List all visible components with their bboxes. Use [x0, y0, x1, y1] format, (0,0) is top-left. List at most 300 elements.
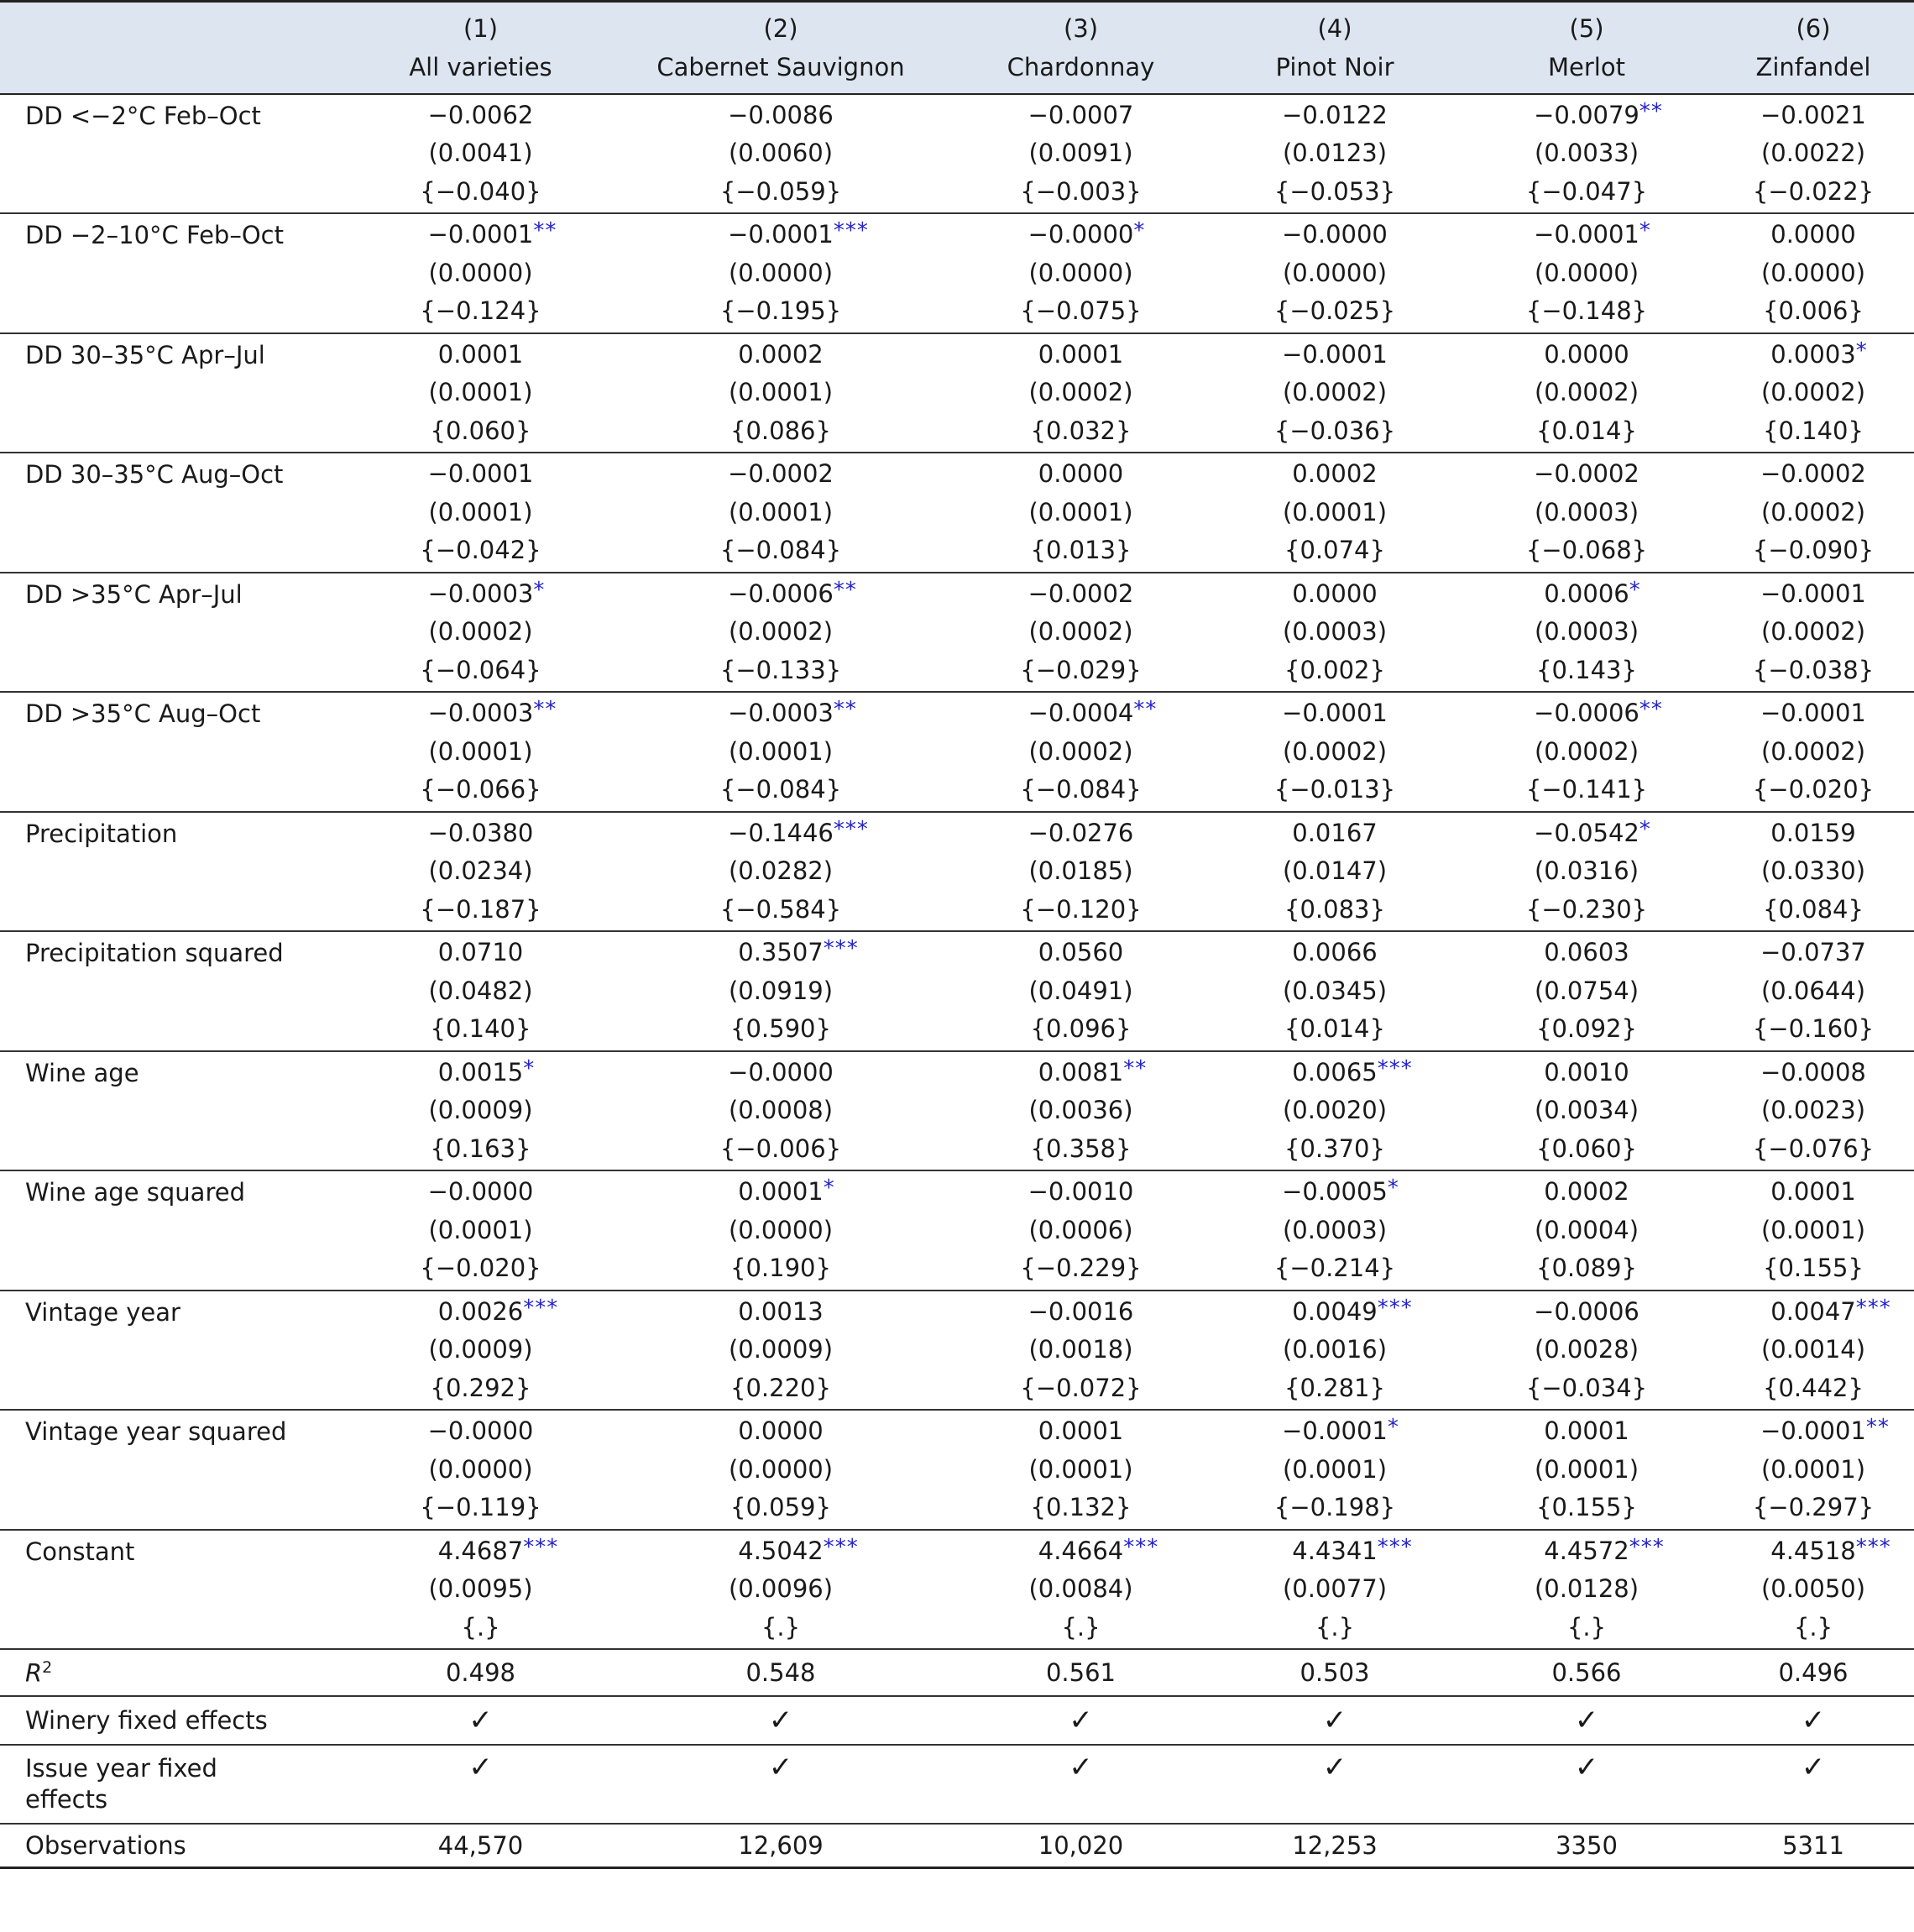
estimate-cell	[953, 931, 1209, 1051]
standardized-coefficient: {−0.229}	[1020, 1254, 1142, 1282]
row-label: Precipitation	[0, 812, 353, 932]
standard-error: (0.0491)	[1028, 976, 1133, 1005]
standardized-coefficient: {−0.075}	[1020, 296, 1142, 325]
standardized-coefficient: {0.013}	[1030, 536, 1132, 564]
standardized-coefficient: {0.140}	[1763, 416, 1864, 445]
standardized-coefficient: {0.096}	[1030, 1014, 1132, 1043]
row-label: Observations	[0, 1824, 353, 1867]
coefficient: −0.0001	[1534, 220, 1639, 249]
coefficient: −0.0002	[1760, 459, 1866, 488]
r2-value: 0.503	[1209, 1649, 1461, 1696]
coefficient: −0.1446	[728, 818, 834, 847]
coefficient: 4.4341	[1292, 1536, 1378, 1565]
standardized-coefficient: {−0.025}	[1273, 296, 1396, 325]
standard-error: (0.0003)	[1282, 617, 1388, 646]
issue-year-fe-row	[0, 1745, 1914, 1824]
significance-stars: **	[533, 218, 557, 243]
standard-error: (0.0128)	[1534, 1574, 1639, 1603]
standard-error: (0.0002)	[428, 617, 533, 646]
standardized-coefficient: {−0.119}	[420, 1493, 541, 1521]
check-icon: ✓	[1713, 1696, 1914, 1745]
significance-stars: ***	[823, 1534, 859, 1560]
standard-error: (0.0000)	[728, 1454, 834, 1484]
coefficient: 0.0049	[1292, 1296, 1378, 1326]
standardized-coefficient: {−0.003}	[1020, 176, 1142, 206]
coefficient: −0.0086	[728, 100, 834, 129]
coefficient: −0.0000	[1028, 220, 1134, 249]
estimate-cell	[609, 1051, 953, 1171]
estimate-cell	[1209, 94, 1461, 214]
coefficient: 0.0000	[1544, 339, 1629, 369]
estimate-cell	[953, 692, 1209, 812]
obs-value: 44,570	[353, 1824, 609, 1867]
significance-stars: **	[1133, 697, 1158, 722]
standardized-coefficient: {−0.068}	[1525, 536, 1648, 564]
coefficient: −0.0380	[427, 818, 534, 847]
significance-stars: ***	[523, 1534, 559, 1560]
significance-stars: ***	[1123, 1534, 1159, 1560]
estimate-cell	[953, 333, 1209, 453]
standard-error: (0.0001)	[728, 378, 834, 406]
estimate-cell	[353, 692, 609, 812]
row-label: Wine age squared	[0, 1170, 353, 1291]
coefficient: −0.0006	[728, 579, 834, 608]
significance-stars: *	[1387, 1175, 1399, 1201]
estimate-cell	[1209, 692, 1461, 812]
r2-value: 0.496	[1713, 1649, 1914, 1696]
significance-stars: *	[1639, 816, 1651, 842]
row-label: $R^2$	[0, 1649, 353, 1696]
significance-stars: *	[1639, 218, 1651, 243]
obs-value: 3350	[1461, 1824, 1713, 1867]
estimate-cell	[353, 1051, 609, 1171]
coefficient: 0.0047	[1770, 1296, 1856, 1326]
check-icon: ✓	[609, 1696, 953, 1745]
row-label: Precipitation squared	[0, 931, 353, 1051]
row-label: DD −2–10°C Feb–Oct	[0, 213, 353, 333]
coefficient: −0.0001	[1760, 1416, 1866, 1445]
coefficient: 4.5042	[738, 1536, 824, 1565]
estimate-cell	[353, 213, 609, 333]
variable-row	[0, 213, 1914, 333]
row-label: DD >35°C Apr–Jul	[0, 573, 353, 693]
standard-error: (0.0036)	[1028, 1096, 1133, 1124]
coefficient: −0.0737	[1760, 938, 1866, 966]
standardized-coefficient: {−0.148}	[1525, 296, 1648, 325]
variable-row	[0, 1170, 1914, 1291]
standardized-coefficient: {0.132}	[1030, 1493, 1132, 1521]
standard-error: (0.0002)	[1028, 736, 1133, 766]
significance-stars: ***	[523, 1295, 559, 1321]
col-header: (2) Cabernet Sauvignon	[609, 2, 953, 94]
estimate-cell	[1461, 453, 1713, 573]
obs-value: 5311	[1713, 1824, 1914, 1867]
significance-stars: **	[1639, 697, 1663, 722]
standardized-coefficient: {−0.084}	[719, 536, 842, 564]
coefficient: 0.0603	[1544, 938, 1629, 966]
standard-error: (0.0000)	[728, 258, 834, 287]
standard-error: (0.0001)	[428, 378, 533, 406]
standard-error: (0.0020)	[1282, 1096, 1388, 1124]
standard-error: (0.0091)	[1028, 139, 1133, 167]
standard-error: (0.0001)	[728, 497, 834, 526]
significance-stars: ***	[833, 816, 869, 842]
standard-error: (0.0060)	[728, 139, 834, 167]
standard-error: (0.0002)	[1028, 617, 1133, 646]
standardized-coefficient: {−0.076}	[1752, 1134, 1875, 1163]
row-label: DD 30–35°C Apr–Jul	[0, 333, 353, 453]
variable-row	[0, 453, 1914, 573]
check-icon: ✓	[1209, 1696, 1461, 1745]
header-blank	[0, 2, 353, 94]
row-label: DD >35°C Aug–Oct	[0, 692, 353, 812]
r-squared-row	[0, 1649, 1914, 1696]
estimate-cell	[1713, 453, 1914, 573]
estimate-cell	[1209, 931, 1461, 1051]
coefficient: −0.0002	[1534, 459, 1639, 488]
coefficient: 0.0065	[1292, 1057, 1378, 1086]
estimate-cell	[1461, 812, 1713, 932]
header-row	[0, 2, 1914, 94]
estimate-cell	[353, 453, 609, 573]
standard-error: (0.0077)	[1282, 1574, 1388, 1603]
estimate-cell	[1209, 1530, 1461, 1650]
standard-error: (0.0009)	[428, 1335, 533, 1364]
coefficient: 0.0002	[1292, 459, 1378, 488]
coefficient: −0.0001	[427, 220, 534, 249]
estimate-cell	[1461, 692, 1713, 812]
standard-error: (0.0084)	[1028, 1574, 1133, 1603]
standard-error: (0.0001)	[1028, 497, 1133, 526]
standardized-coefficient: {−0.006}	[719, 1134, 842, 1163]
standardized-coefficient: {0.292}	[430, 1373, 531, 1402]
significance-stars: *	[1855, 338, 1868, 364]
estimate-cell	[953, 94, 1209, 214]
standardized-coefficient: {0.590}	[730, 1014, 831, 1043]
estimate-cell	[1713, 692, 1914, 812]
estimate-cell	[353, 1291, 609, 1411]
estimate-cell	[953, 1051, 1209, 1171]
estimate-cell	[1209, 333, 1461, 453]
check-icon: ✓	[353, 1745, 609, 1824]
significance-stars: *	[1133, 218, 1146, 243]
check-icon: ✓	[1209, 1745, 1461, 1824]
coefficient: −0.0003	[427, 699, 534, 727]
significance-stars: *	[823, 1175, 835, 1201]
standardized-coefficient: {−0.066}	[420, 775, 541, 804]
significance-stars: ***	[833, 218, 869, 243]
standardized-coefficient: {−0.090}	[1752, 536, 1875, 564]
standard-error: (0.0002)	[1282, 378, 1388, 406]
standard-error: (0.0033)	[1534, 139, 1639, 167]
estimate-cell	[953, 1291, 1209, 1411]
significance-stars: **	[833, 577, 857, 603]
variable-row	[0, 94, 1914, 214]
coefficient: −0.0001	[1760, 579, 1866, 608]
standard-error: (0.0001)	[428, 1215, 533, 1244]
coefficient: 0.0000	[1770, 220, 1856, 249]
coefficient: −0.0001	[1282, 699, 1388, 727]
standardized-coefficient: {−0.047}	[1525, 176, 1648, 206]
estimate-cell	[953, 1170, 1209, 1291]
standardized-coefficient: {−0.020}	[1752, 775, 1875, 804]
standardized-coefficient: {−0.084}	[719, 775, 842, 804]
coefficient: 0.0013	[738, 1296, 824, 1326]
significance-stars: ***	[1855, 1534, 1891, 1560]
estimate-cell	[1461, 1170, 1713, 1291]
variable-row	[0, 1410, 1914, 1530]
standardized-coefficient: {0.140}	[430, 1014, 531, 1043]
standardized-coefficient: {0.014}	[1536, 416, 1637, 445]
standard-error: (0.0316)	[1534, 856, 1639, 885]
standardized-coefficient: {0.155}	[1763, 1254, 1864, 1282]
standard-error: (0.0123)	[1282, 139, 1388, 167]
r2-value: 0.498	[353, 1649, 609, 1696]
variable-row	[0, 1051, 1914, 1171]
observations-row	[0, 1824, 1914, 1867]
estimate-cell	[609, 931, 953, 1051]
significance-stars: ***	[1377, 1295, 1413, 1321]
estimate-cell	[609, 573, 953, 693]
estimate-cell	[1713, 1530, 1914, 1650]
standardized-coefficient: {−0.053}	[1273, 176, 1396, 206]
variable-row	[0, 333, 1914, 453]
estimate-cell	[1713, 812, 1914, 932]
coefficient: 0.0001	[1544, 1416, 1629, 1445]
standardized-coefficient: {0.281}	[1284, 1373, 1385, 1402]
coefficient: −0.0000	[728, 1057, 834, 1086]
obs-value: 12,253	[1209, 1824, 1461, 1867]
coefficient: −0.0001	[1282, 339, 1388, 369]
estimate-cell	[1461, 333, 1713, 453]
estimate-cell	[953, 812, 1209, 932]
standardized-coefficient: {−0.584}	[719, 894, 842, 924]
standard-error: (0.0482)	[428, 976, 533, 1005]
check-icon: ✓	[609, 1745, 953, 1824]
coefficient: 0.0003	[1770, 339, 1856, 369]
standardized-coefficient: {.}	[1061, 1612, 1101, 1641]
standard-error: (0.0002)	[1282, 736, 1388, 766]
col-header: (1) All varieties	[353, 2, 609, 94]
standard-error: (0.0754)	[1534, 976, 1639, 1005]
coefficient: 4.4687	[437, 1536, 524, 1565]
standard-error: (0.0234)	[428, 856, 533, 885]
standard-error: (0.0002)	[1760, 497, 1866, 526]
significance-stars: ***	[1377, 1534, 1413, 1560]
estimate-cell	[1713, 333, 1914, 453]
standard-error: (0.0001)	[1282, 497, 1388, 526]
standardized-coefficient: {−0.230}	[1525, 894, 1648, 924]
standardized-coefficient: {0.358}	[1030, 1134, 1132, 1163]
significance-stars: **	[1865, 1415, 1890, 1440]
check-icon: ✓	[1713, 1745, 1914, 1824]
standard-error: (0.0002)	[1028, 378, 1133, 406]
standard-error: (0.0001)	[428, 497, 533, 526]
standardized-coefficient: {0.220}	[730, 1373, 831, 1402]
significance-stars: *	[533, 577, 546, 603]
standardized-coefficient: {.}	[761, 1612, 801, 1641]
obs-value: 12,609	[609, 1824, 953, 1867]
estimate-cell	[953, 1530, 1209, 1650]
estimate-cell	[1713, 94, 1914, 214]
estimate-cell	[1209, 1051, 1461, 1171]
check-icon: ✓	[953, 1696, 1209, 1745]
coefficient: −0.0000	[1282, 220, 1388, 249]
estimate-cell	[1209, 453, 1461, 573]
estimate-cell	[1461, 931, 1713, 1051]
standardized-coefficient: {0.014}	[1284, 1014, 1385, 1043]
col-header: (3) Chardonnay	[953, 2, 1209, 94]
standard-error: (0.0006)	[1028, 1215, 1133, 1244]
standardized-coefficient: {0.092}	[1536, 1014, 1637, 1043]
standardized-coefficient: {0.086}	[730, 416, 831, 445]
row-label: DD <−2°C Feb–Oct	[0, 94, 353, 214]
standardized-coefficient: {.}	[1315, 1612, 1355, 1641]
estimate-cell	[1713, 1291, 1914, 1411]
coefficient: 0.0159	[1770, 818, 1856, 847]
estimate-cell	[353, 1410, 609, 1530]
variable-row	[0, 692, 1914, 812]
standardized-coefficient: {−0.034}	[1525, 1373, 1648, 1402]
standard-error: (0.0002)	[1534, 736, 1639, 766]
coefficient: −0.0122	[1282, 100, 1388, 129]
coefficient: −0.0062	[427, 100, 534, 129]
coefficient: 0.0000	[1038, 459, 1124, 488]
estimate-cell	[609, 1170, 953, 1291]
standardized-coefficient: {.}	[461, 1612, 500, 1641]
estimate-cell	[1209, 812, 1461, 932]
coefficient: −0.0002	[728, 459, 834, 488]
standardized-coefficient: {−0.072}	[1020, 1373, 1142, 1402]
standardized-coefficient: {−0.133}	[719, 655, 842, 684]
estimate-cell	[609, 333, 953, 453]
standard-error: (0.0000)	[1760, 258, 1866, 287]
estimate-cell	[609, 1291, 953, 1411]
coefficient: 0.0066	[1292, 938, 1378, 966]
coefficient: 0.0002	[738, 339, 824, 369]
estimate-cell	[1461, 1530, 1713, 1650]
coefficient: −0.0079	[1534, 100, 1639, 129]
estimate-cell	[1713, 931, 1914, 1051]
coefficient: −0.0021	[1760, 100, 1866, 129]
standardized-coefficient: {0.083}	[1284, 894, 1385, 924]
standard-error: (0.0002)	[1760, 378, 1866, 406]
significance-stars: **	[1123, 1055, 1148, 1081]
standardized-coefficient: {0.060}	[1536, 1134, 1637, 1163]
coefficient: 0.0167	[1292, 818, 1378, 847]
standard-error: (0.0003)	[1282, 1215, 1388, 1244]
coefficient: −0.0001	[427, 459, 534, 488]
standardized-coefficient: {0.032}	[1030, 416, 1132, 445]
r2-value: 0.566	[1461, 1649, 1713, 1696]
estimate-cell	[1209, 213, 1461, 333]
coefficient: −0.0001	[728, 220, 834, 249]
coefficient: 0.0002	[1544, 1177, 1629, 1206]
significance-stars: *	[1629, 577, 1641, 603]
standardized-coefficient: {−0.120}	[1020, 894, 1142, 924]
coefficient: 0.0001	[437, 339, 524, 369]
obs-value: 10,020	[953, 1824, 1209, 1867]
coefficient: 0.0710	[437, 938, 524, 966]
standardized-coefficient: {0.155}	[1536, 1493, 1637, 1521]
variable-row	[0, 573, 1914, 693]
standardized-coefficient: {−0.022}	[1752, 176, 1875, 206]
significance-stars: **	[1639, 98, 1663, 124]
variable-row	[0, 1291, 1914, 1411]
variable-row	[0, 1530, 1914, 1650]
standard-error: (0.0002)	[1760, 617, 1866, 646]
standard-error: (0.0001)	[428, 736, 533, 766]
coefficient: −0.0003	[728, 699, 834, 727]
estimate-cell	[1209, 1291, 1461, 1411]
standardized-coefficient: {−0.214}	[1273, 1254, 1396, 1282]
estimate-cell	[1209, 1170, 1461, 1291]
standardized-coefficient: {−0.029}	[1020, 655, 1142, 684]
estimate-cell	[1461, 1291, 1713, 1411]
row-label: Winery fixed effects	[0, 1696, 353, 1745]
estimate-cell	[1713, 573, 1914, 693]
standard-error: (0.0034)	[1534, 1096, 1639, 1124]
estimate-cell	[609, 453, 953, 573]
significance-stars: *	[1387, 1415, 1399, 1440]
r2-value: 0.561	[953, 1649, 1209, 1696]
significance-stars: ***	[1629, 1534, 1665, 1560]
coefficient: 0.0000	[738, 1416, 824, 1445]
standard-error: (0.0008)	[728, 1096, 834, 1124]
row-label: DD 30–35°C Aug–Oct	[0, 453, 353, 573]
coefficient: −0.0008	[1760, 1057, 1866, 1086]
standardized-coefficient: {0.370}	[1284, 1134, 1385, 1163]
coefficient: −0.0001	[1760, 699, 1866, 727]
estimate-cell	[1209, 1410, 1461, 1530]
standard-error: (0.0003)	[1534, 617, 1639, 646]
estimate-cell	[1713, 1051, 1914, 1171]
check-icon: ✓	[1461, 1696, 1713, 1745]
coefficient: −0.0004	[1028, 699, 1134, 727]
standardized-coefficient: {−0.059}	[719, 176, 842, 206]
standardized-coefficient: {0.084}	[1763, 894, 1864, 924]
estimate-cell	[609, 1530, 953, 1650]
estimate-cell	[609, 94, 953, 214]
check-icon: ✓	[1461, 1745, 1713, 1824]
standardized-coefficient: {−0.195}	[719, 296, 842, 325]
standard-error: (0.0002)	[1534, 378, 1639, 406]
standardized-coefficient: {0.060}	[430, 416, 531, 445]
significance-stars: **	[833, 697, 857, 722]
coefficient: −0.0276	[1028, 818, 1134, 847]
standard-error: (0.0000)	[428, 258, 533, 287]
estimate-cell	[953, 573, 1209, 693]
coefficient: −0.0000	[427, 1177, 534, 1206]
estimate-cell	[353, 931, 609, 1051]
col-header: (4) Pinot Noir	[1209, 2, 1461, 94]
coefficient: 0.3507	[738, 938, 824, 966]
standardized-coefficient: {−0.038}	[1752, 655, 1875, 684]
standardized-coefficient: {−0.160}	[1752, 1014, 1875, 1043]
estimate-cell	[1713, 1410, 1914, 1530]
coefficient: 0.0001	[738, 1177, 824, 1206]
coefficient: −0.0542	[1534, 818, 1639, 847]
coefficient: 0.0560	[1038, 938, 1124, 966]
standard-error: (0.0002)	[728, 617, 834, 646]
estimate-cell	[1713, 1170, 1914, 1291]
estimate-cell	[953, 453, 1209, 573]
standard-error: (0.0004)	[1534, 1215, 1639, 1244]
standardized-coefficient: {0.442}	[1763, 1373, 1864, 1402]
coefficient: 0.0000	[1292, 579, 1378, 608]
check-icon: ✓	[953, 1745, 1209, 1824]
coefficient: −0.0016	[1028, 1296, 1134, 1326]
